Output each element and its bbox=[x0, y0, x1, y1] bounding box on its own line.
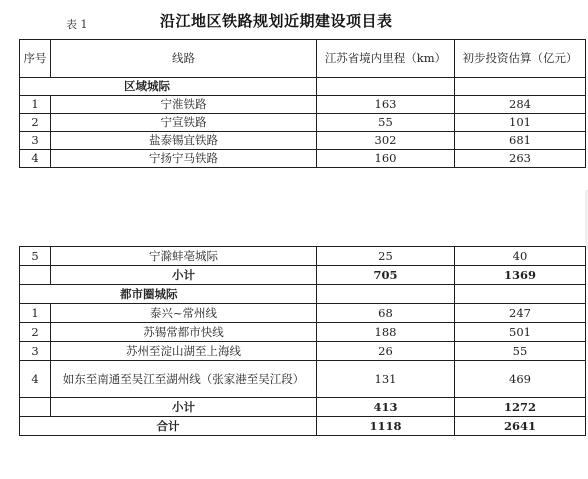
row-investment: 263 bbox=[455, 150, 586, 168]
total-investment: 2641 bbox=[455, 417, 586, 436]
row-investment: 681 bbox=[455, 132, 586, 150]
table-row bbox=[20, 114, 586, 132]
row-route: 泰兴~常州线 bbox=[51, 304, 317, 323]
row-index: 3 bbox=[20, 342, 51, 361]
table-row bbox=[20, 247, 586, 266]
subtotal-mileage: 705 bbox=[317, 266, 455, 285]
total-mileage: 1118 bbox=[317, 417, 455, 436]
row-mileage: 160 bbox=[317, 150, 455, 168]
railway-table-part-2 bbox=[19, 246, 586, 436]
row-investment: 284 bbox=[455, 96, 586, 114]
subtotal-row-metro bbox=[20, 398, 586, 417]
row-route: 宁滁蚌亳城际 bbox=[51, 247, 317, 266]
total-label: 合计 bbox=[20, 417, 317, 436]
section-row-regional bbox=[20, 78, 586, 96]
subtotal-mileage: 413 bbox=[317, 398, 455, 417]
table-row bbox=[20, 150, 586, 168]
row-route: 盐泰锡宜铁路 bbox=[51, 132, 317, 150]
table-caption-label: 表 1 bbox=[66, 18, 88, 31]
row-mileage: 68 bbox=[317, 304, 455, 323]
row-index: 2 bbox=[20, 323, 51, 342]
row-route: 宁宣铁路 bbox=[51, 114, 317, 132]
subtotal-investment: 1369 bbox=[455, 266, 586, 285]
header-route: 线路 bbox=[51, 40, 317, 78]
total-row bbox=[20, 417, 586, 436]
table-row bbox=[20, 96, 586, 114]
row-investment: 469 bbox=[455, 361, 586, 398]
row-index: 1 bbox=[20, 304, 51, 323]
row-route: 苏锡常都市快线 bbox=[51, 323, 317, 342]
row-index: 2 bbox=[20, 114, 51, 132]
table-row bbox=[20, 132, 586, 150]
row-index: 4 bbox=[20, 361, 51, 398]
subtotal-row-regional bbox=[20, 266, 586, 285]
table-row bbox=[20, 323, 586, 342]
subtotal-investment: 1272 bbox=[455, 398, 586, 417]
row-index: 5 bbox=[20, 247, 51, 266]
row-route: 苏州至淀山湖至上海线 bbox=[51, 342, 317, 361]
table-row bbox=[20, 361, 586, 398]
row-route: 宁扬宁马铁路 bbox=[51, 150, 317, 168]
row-mileage: 26 bbox=[317, 342, 455, 361]
header-investment: 初步投资估算（亿元） bbox=[455, 40, 586, 78]
row-mileage: 131 bbox=[317, 361, 455, 398]
row-mileage: 25 bbox=[317, 247, 455, 266]
header-index: 序号 bbox=[20, 40, 51, 78]
table-title: 沿江地区铁路规划近期建设项目表 bbox=[160, 12, 393, 30]
table-header-row bbox=[20, 40, 586, 78]
row-route: 如东至南通至吴江至湖州线（张家港至吴江段） bbox=[51, 361, 317, 398]
subtotal-label: 小计 bbox=[51, 266, 317, 285]
header-mileage: 江苏省境内里程（km） bbox=[317, 40, 455, 78]
row-investment: 101 bbox=[455, 114, 586, 132]
table-row bbox=[20, 342, 586, 361]
row-index: 3 bbox=[20, 132, 51, 150]
section-row-metro bbox=[20, 285, 586, 304]
row-investment: 40 bbox=[455, 247, 586, 266]
subtotal-label: 小计 bbox=[51, 398, 317, 417]
row-mileage: 188 bbox=[317, 323, 455, 342]
row-mileage: 163 bbox=[317, 96, 455, 114]
row-route: 宁淮铁路 bbox=[51, 96, 317, 114]
row-investment: 55 bbox=[455, 342, 586, 361]
railway-table-part-1 bbox=[19, 39, 586, 168]
row-mileage: 55 bbox=[317, 114, 455, 132]
row-investment: 247 bbox=[455, 304, 586, 323]
row-mileage: 302 bbox=[317, 132, 455, 150]
row-index: 1 bbox=[20, 96, 51, 114]
row-index: 4 bbox=[20, 150, 51, 168]
row-investment: 501 bbox=[455, 323, 586, 342]
table-row bbox=[20, 304, 586, 323]
section-label-metro: 都市圈城际 bbox=[20, 285, 317, 304]
section-label-regional: 区域城际 bbox=[20, 78, 317, 96]
